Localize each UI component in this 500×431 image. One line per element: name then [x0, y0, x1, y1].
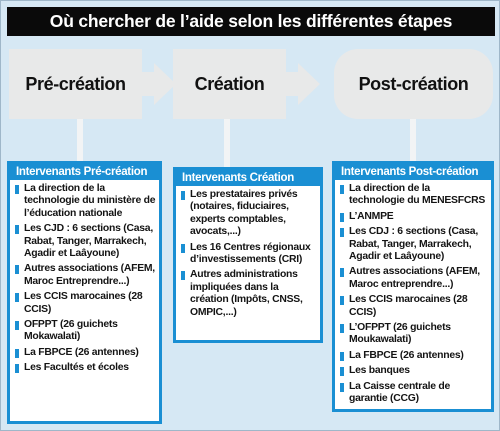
stage-pre-creation: Pré-création — [9, 49, 142, 119]
list-item — [15, 291, 156, 316]
connector-line — [410, 119, 416, 161]
list-item — [340, 294, 488, 319]
bullet-icon — [15, 265, 19, 274]
list-item-text: OFPPT (26 guichets Mokawalati) — [24, 319, 118, 343]
list-item — [340, 183, 488, 208]
list-item-text: L’OFPPT (26 guichets Moukawalati) — [349, 322, 451, 346]
list-item — [340, 381, 488, 406]
list-item — [15, 362, 156, 374]
bullet-icon — [15, 185, 19, 194]
connector-line — [77, 119, 83, 161]
list-item-text: Les CDJ : 6 sections (Casa, Rabat, Tanger, Marrakech, Agadir et Laâyoune) — [349, 226, 478, 263]
list-item-text: Autres associations (AFEM, Maroc Entreprendre...) — [24, 263, 155, 287]
list-item — [340, 266, 488, 291]
list-item-text: Les 16 Centres régionaux d’investissements (CRI) — [190, 241, 311, 266]
list-item — [340, 350, 488, 362]
list-item — [340, 365, 488, 377]
list-item-text: Autres associations (AFEM, Maroc entreprendre...) — [349, 266, 480, 290]
list-item-text: Les CCIS marocaines (28 CCIS) — [24, 291, 143, 315]
list-item-text: Autres administrations impliquées dans la création (Impôts, CNSS, OMPIC,...) — [190, 269, 303, 318]
list-item-text: Les banques — [349, 365, 410, 377]
bullet-icon — [340, 185, 344, 194]
list-item-text: Les CCIS marocaines (28 CCIS) — [349, 294, 468, 318]
bullet-icon — [181, 244, 185, 253]
bullet-icon — [340, 213, 344, 222]
bullet-icon — [340, 324, 344, 333]
list-item-text: Les Facultés et écoles — [24, 362, 129, 374]
panel-pre-creation — [7, 161, 162, 424]
panel-header: Intervenants Pré-création — [10, 164, 159, 180]
bullet-icon — [340, 352, 344, 361]
bullet-icon — [15, 321, 19, 330]
arrow-right-icon — [280, 63, 320, 105]
intervenants-list — [10, 180, 159, 375]
bullet-icon — [181, 191, 185, 200]
intervenants-list — [335, 180, 491, 406]
list-item-text: Les prestataires privés (notaires, fiduciaires, experts comptables, avocats,...) — [190, 189, 298, 238]
bullet-icon — [181, 271, 185, 280]
list-item — [340, 211, 488, 223]
panel-header: Intervenants Création — [176, 170, 320, 186]
list-item-text: La FBPCE (26 antennes) — [349, 349, 464, 361]
stage-creation: Création — [173, 49, 286, 119]
bullet-icon — [340, 268, 344, 277]
intervenants-list — [176, 186, 320, 319]
list-item — [15, 347, 156, 359]
connector-line — [224, 119, 230, 167]
bullet-icon — [340, 383, 344, 392]
list-item — [181, 189, 317, 239]
list-item-text: La direction de la technologie du ministère de l’éducation nationale — [24, 183, 156, 219]
panel-header: Intervenants Post-création — [335, 164, 491, 180]
list-item-text: La FBPCE (26 antennes) — [24, 346, 139, 358]
arrow-right-icon — [136, 63, 176, 105]
list-item — [340, 322, 488, 347]
list-item-text: L’ANMPE — [349, 210, 394, 222]
list-item — [340, 226, 488, 263]
list-item — [15, 319, 156, 344]
list-item — [181, 269, 317, 319]
stage-post-creation: Post-création — [334, 49, 493, 119]
list-item-text: Les CJD : 6 sections (Casa, Rabat, Tanger, Marrakech, Agadir et Laâyoune) — [24, 223, 153, 260]
bullet-icon — [340, 296, 344, 305]
diagram-title: Où chercher de l’aide selon les différentes étapes — [7, 7, 495, 36]
bullet-icon — [15, 225, 19, 234]
bullet-icon — [15, 293, 19, 302]
list-item — [15, 263, 156, 288]
list-item — [15, 223, 156, 260]
list-item — [15, 183, 156, 220]
list-item — [181, 242, 317, 267]
bullet-icon — [15, 364, 19, 373]
panel-post-creation — [332, 161, 494, 412]
bullet-icon — [340, 367, 344, 376]
list-item-text: La direction de la technologie du MENESFCRS — [349, 183, 486, 207]
bullet-icon — [340, 228, 344, 237]
list-item-text: La Caisse centrale de garantie (CCG) — [349, 380, 451, 405]
panel-creation — [173, 167, 323, 343]
bullet-icon — [15, 349, 19, 358]
